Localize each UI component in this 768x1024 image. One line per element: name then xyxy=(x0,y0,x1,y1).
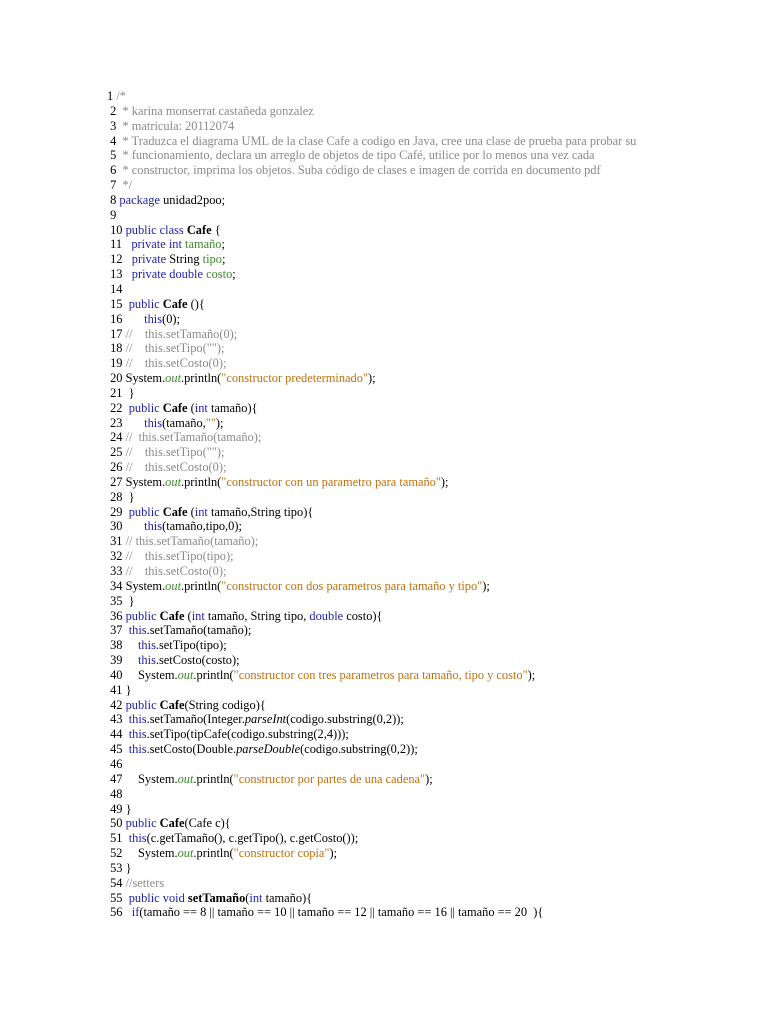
code-token: 49 } xyxy=(107,801,132,816)
code-line xyxy=(107,698,747,713)
code-token: 11 xyxy=(107,237,132,252)
code-token: public xyxy=(128,400,163,415)
code-token: 43 xyxy=(107,712,129,727)
code-token: ; xyxy=(232,267,236,282)
code-token: double xyxy=(309,608,347,623)
code-line xyxy=(107,460,747,475)
code-token: 18 xyxy=(107,341,126,356)
code-line xyxy=(107,742,747,757)
code-line xyxy=(107,104,747,119)
code-token: 54 xyxy=(107,875,126,890)
code-token: Cafe xyxy=(162,296,188,311)
code-line xyxy=(107,252,747,267)
code-token: // this.setTamaño(0); xyxy=(125,326,238,341)
code-token: // this.setTamaño(tamaño); xyxy=(125,534,259,549)
code-token: public void xyxy=(128,890,188,905)
code-token: (c.getTamaño(), c.getTipo(), c.getCosto()); xyxy=(146,831,359,846)
code-token: 39 xyxy=(107,653,138,668)
code-token: 23 xyxy=(107,415,145,430)
code-token: 41 } xyxy=(107,682,132,697)
code-line xyxy=(107,341,747,356)
code-token: (tamaño, xyxy=(162,415,206,430)
code-token: out xyxy=(177,771,194,786)
code-token: 50 xyxy=(107,816,126,831)
code-token: .setTamaño(Integer. xyxy=(146,712,245,727)
code-token: 42 xyxy=(107,697,126,712)
code-token: this xyxy=(128,712,147,727)
code-token: out xyxy=(165,371,182,386)
code-token: // this.setTamaño(tamaño); xyxy=(125,430,262,445)
code-token: 21 } xyxy=(107,385,135,400)
code-line xyxy=(107,416,747,431)
code-token: (tamaño,tipo,0); xyxy=(162,519,242,534)
code-token: 32 xyxy=(107,549,126,564)
code-token: if xyxy=(131,905,140,920)
code-token: 4 xyxy=(107,133,120,148)
code-listing xyxy=(107,89,747,920)
code-token: 44 xyxy=(107,727,129,742)
code-token: ); xyxy=(368,371,376,386)
code-line xyxy=(107,475,747,490)
code-token: * matricula: 20112074 xyxy=(119,118,235,133)
code-token: * Traduzca el diagrama UML de la clase Cafe a codigo en Java, cree una clase de prueba para probar su xyxy=(119,133,637,148)
code-token: 7 xyxy=(107,178,120,193)
code-line xyxy=(107,490,747,505)
code-line xyxy=(107,356,747,371)
code-token: 53 } xyxy=(107,860,132,875)
code-token: ( xyxy=(187,504,195,519)
code-token: tamaño){ xyxy=(265,890,313,905)
code-token: int xyxy=(194,400,211,415)
code-token: 16 xyxy=(107,311,145,326)
code-line xyxy=(107,846,747,861)
code-line xyxy=(107,327,747,342)
code-token: this xyxy=(137,638,156,653)
code-token: Cafe xyxy=(159,697,185,712)
code-line xyxy=(107,119,747,134)
code-line xyxy=(107,683,747,698)
code-token: 35 } xyxy=(107,593,135,608)
code-line xyxy=(107,876,747,891)
code-line xyxy=(107,519,747,534)
code-token: 8 xyxy=(107,192,120,207)
code-token: 15 xyxy=(107,296,129,311)
code-token: 45 xyxy=(107,742,129,757)
code-token: 33 xyxy=(107,564,126,578)
code-token: public xyxy=(125,816,160,831)
code-token: .println( xyxy=(193,771,234,786)
code-token: 27 System. xyxy=(107,474,166,489)
code-token: out xyxy=(165,474,182,489)
code-token: 5 xyxy=(107,148,120,163)
code-line xyxy=(107,861,747,876)
code-token: private int xyxy=(131,237,186,252)
code-token: // this.setTipo(tipo); xyxy=(125,549,234,564)
code-line xyxy=(107,891,747,906)
code-token: .println( xyxy=(181,474,222,489)
code-token: ; xyxy=(221,252,226,267)
code-token: 30 xyxy=(107,519,145,534)
code-token: 34 System. xyxy=(107,578,166,593)
code-token: 29 xyxy=(107,504,129,519)
code-line xyxy=(107,163,747,178)
code-token: // this.setTipo(""); xyxy=(125,445,225,460)
code-token: // this.setCosto(0); xyxy=(125,460,227,475)
code-line xyxy=(107,609,747,624)
code-token: 20 System. xyxy=(107,371,166,386)
code-token: Cafe xyxy=(186,222,212,237)
code-token: this xyxy=(144,311,163,326)
code-token: 1 xyxy=(107,89,117,103)
code-token: 28 } xyxy=(107,489,135,504)
code-token: parseInt xyxy=(244,712,287,727)
code-token: tamaño,String tipo){ xyxy=(210,504,314,519)
code-token: "constructor predeterminado" xyxy=(221,371,368,386)
code-token: 36 xyxy=(107,608,126,623)
code-token: .setTipo(tipo); xyxy=(155,638,227,653)
code-token: ( xyxy=(187,400,195,415)
code-token: 26 xyxy=(107,460,126,475)
code-token: 25 xyxy=(107,445,126,460)
code-token: out xyxy=(177,667,194,682)
code-token: 9 xyxy=(107,207,117,222)
code-line xyxy=(107,787,747,802)
code-token: this xyxy=(144,415,163,430)
code-token: (String codigo){ xyxy=(184,697,266,712)
code-token: 48 xyxy=(107,786,123,801)
code-token: Cafe xyxy=(159,608,185,623)
code-token: //setters xyxy=(125,875,165,890)
code-token: parseDouble xyxy=(236,742,301,757)
code-line xyxy=(107,386,747,401)
code-line xyxy=(107,430,747,445)
code-token: 31 xyxy=(107,534,126,549)
code-token: 2 xyxy=(107,103,120,118)
code-token: tipo xyxy=(202,252,222,267)
code-token: 51 xyxy=(107,831,129,846)
code-token: 38 xyxy=(107,638,138,653)
code-line xyxy=(107,727,747,742)
code-token: 22 xyxy=(107,400,129,415)
code-line xyxy=(107,193,747,208)
code-token: .println( xyxy=(193,846,234,861)
code-token: private double xyxy=(131,267,207,282)
code-line xyxy=(107,237,747,252)
code-token: 37 xyxy=(107,623,129,638)
code-token: String xyxy=(169,252,203,267)
code-token: tamaño xyxy=(185,237,222,252)
code-token: public xyxy=(128,504,163,519)
code-token: // this.setCosto(0); xyxy=(125,356,227,371)
code-token: int xyxy=(194,504,211,519)
code-token: ); xyxy=(482,578,490,593)
code-token: .setTamaño(tamaño); xyxy=(146,623,252,638)
code-line xyxy=(107,89,747,104)
code-line xyxy=(107,549,747,564)
code-line xyxy=(107,653,747,668)
code-line xyxy=(107,831,747,846)
code-token: /* xyxy=(116,89,126,103)
code-line xyxy=(107,668,747,683)
code-line xyxy=(107,505,747,520)
code-line xyxy=(107,712,747,727)
code-line xyxy=(107,816,747,831)
code-token: * constructor, imprima los objetos. Suba código de clases e imagen de corrida en documento pdf xyxy=(119,163,601,178)
code-token: */ xyxy=(119,178,133,193)
code-line xyxy=(107,297,747,312)
code-line xyxy=(107,623,747,638)
code-token: (){ xyxy=(187,296,205,311)
code-token: public xyxy=(125,608,160,623)
code-token: public class xyxy=(125,222,187,237)
code-token: setTamaño xyxy=(187,890,246,905)
code-token: * funcionamiento, declara un arreglo de objetos de tipo Café, utilice por lo menos una vez cada xyxy=(119,148,595,163)
code-token: .setCosto(costo); xyxy=(155,653,240,668)
code-token: 19 xyxy=(107,356,126,371)
code-token: * karina monserrat castañeda gonzalez xyxy=(119,103,314,118)
code-token: "constructor con dos parametros para tamaño y tipo" xyxy=(221,578,483,593)
code-token: ( xyxy=(184,608,192,623)
code-token: this xyxy=(128,742,147,757)
code-line xyxy=(107,579,747,594)
code-token: int xyxy=(191,608,208,623)
code-token: "constructor con tres parametros para tamaño, tipo y costo" xyxy=(233,667,528,682)
code-token: 14 xyxy=(107,281,123,296)
code-token: 40 System. xyxy=(107,667,178,682)
code-token: ); xyxy=(425,771,433,786)
code-token: private xyxy=(131,252,170,267)
code-token: ( xyxy=(245,890,250,905)
code-line xyxy=(107,223,747,238)
code-token: costo xyxy=(206,267,233,282)
code-token: (codigo.substring(0,2)); xyxy=(286,712,404,727)
code-token: this xyxy=(128,727,147,742)
code-token: unidad2poo; xyxy=(159,192,226,207)
code-token: ); xyxy=(527,667,536,682)
code-token: 13 xyxy=(107,267,132,282)
code-token: .setCosto(Double. xyxy=(146,742,237,757)
code-line xyxy=(107,772,747,787)
code-token: (tamaño == 8 || tamaño == 10 || tamaño == 12 || tamaño == 16 || tamaño == 20 ){ xyxy=(139,905,544,920)
code-line xyxy=(107,757,747,772)
code-token: ); xyxy=(440,474,449,489)
code-token: ); xyxy=(215,415,224,430)
code-token: (codigo.substring(0,2)); xyxy=(300,742,418,757)
code-token: tamaño, String tipo, xyxy=(207,608,310,623)
code-token: (0); xyxy=(162,311,180,326)
code-token: .println( xyxy=(193,667,234,682)
code-token: package xyxy=(119,192,160,207)
code-token: 46 xyxy=(107,756,123,771)
code-token: ; xyxy=(221,237,225,252)
code-token: .println( xyxy=(181,578,222,593)
code-token: this xyxy=(144,519,163,534)
code-token: this xyxy=(137,653,156,668)
code-line xyxy=(107,802,747,817)
code-token: 47 System. xyxy=(107,771,178,786)
code-token: 10 xyxy=(107,222,126,237)
code-token: "" xyxy=(205,415,216,430)
code-token: out xyxy=(177,846,194,861)
code-line xyxy=(107,312,747,327)
code-token: public xyxy=(128,296,163,311)
code-token: .println( xyxy=(181,371,222,386)
code-line xyxy=(107,267,747,282)
code-token: 55 xyxy=(107,890,129,905)
code-token: 17 xyxy=(107,326,126,341)
code-token: this xyxy=(128,831,147,846)
code-token: tamaño){ xyxy=(210,400,258,415)
code-line xyxy=(107,208,747,223)
code-token: "constructor por partes de una cadena" xyxy=(233,771,426,786)
code-token: int xyxy=(249,890,266,905)
code-line xyxy=(107,905,747,920)
code-token: { xyxy=(211,222,221,237)
code-token: (Cafe c){ xyxy=(184,816,231,831)
code-token: 3 xyxy=(107,118,120,133)
code-line xyxy=(107,534,747,549)
code-token: 6 xyxy=(107,163,120,178)
code-token: // this.setTipo(""); xyxy=(125,341,225,356)
code-line xyxy=(107,134,747,149)
code-line xyxy=(107,638,747,653)
code-token: public xyxy=(125,697,160,712)
code-line xyxy=(107,564,747,579)
code-token: 12 xyxy=(107,252,132,267)
code-token: 56 xyxy=(107,905,132,920)
code-token: ); xyxy=(329,846,338,861)
code-token: 24 xyxy=(107,430,126,445)
code-line xyxy=(107,148,747,163)
code-token: "constructor con un parametro para tamaño" xyxy=(221,474,441,489)
code-line xyxy=(107,594,747,609)
code-token: Cafe xyxy=(162,400,188,415)
code-token: 52 System. xyxy=(107,846,178,861)
code-token: "constructor copia" xyxy=(233,846,330,861)
code-line xyxy=(107,445,747,460)
code-line xyxy=(107,178,747,193)
code-line xyxy=(107,371,747,386)
code-token: Cafe xyxy=(159,816,185,831)
code-token: Cafe xyxy=(162,504,188,519)
code-token: // this.setCosto(0); xyxy=(125,564,227,578)
code-token: costo){ xyxy=(346,608,383,623)
code-token: out xyxy=(165,578,182,593)
code-line xyxy=(107,282,747,297)
code-token: this xyxy=(128,623,147,638)
code-token: .setTipo(tipCafe(codigo.substring(2,4))); xyxy=(146,727,349,742)
code-line xyxy=(107,401,747,416)
